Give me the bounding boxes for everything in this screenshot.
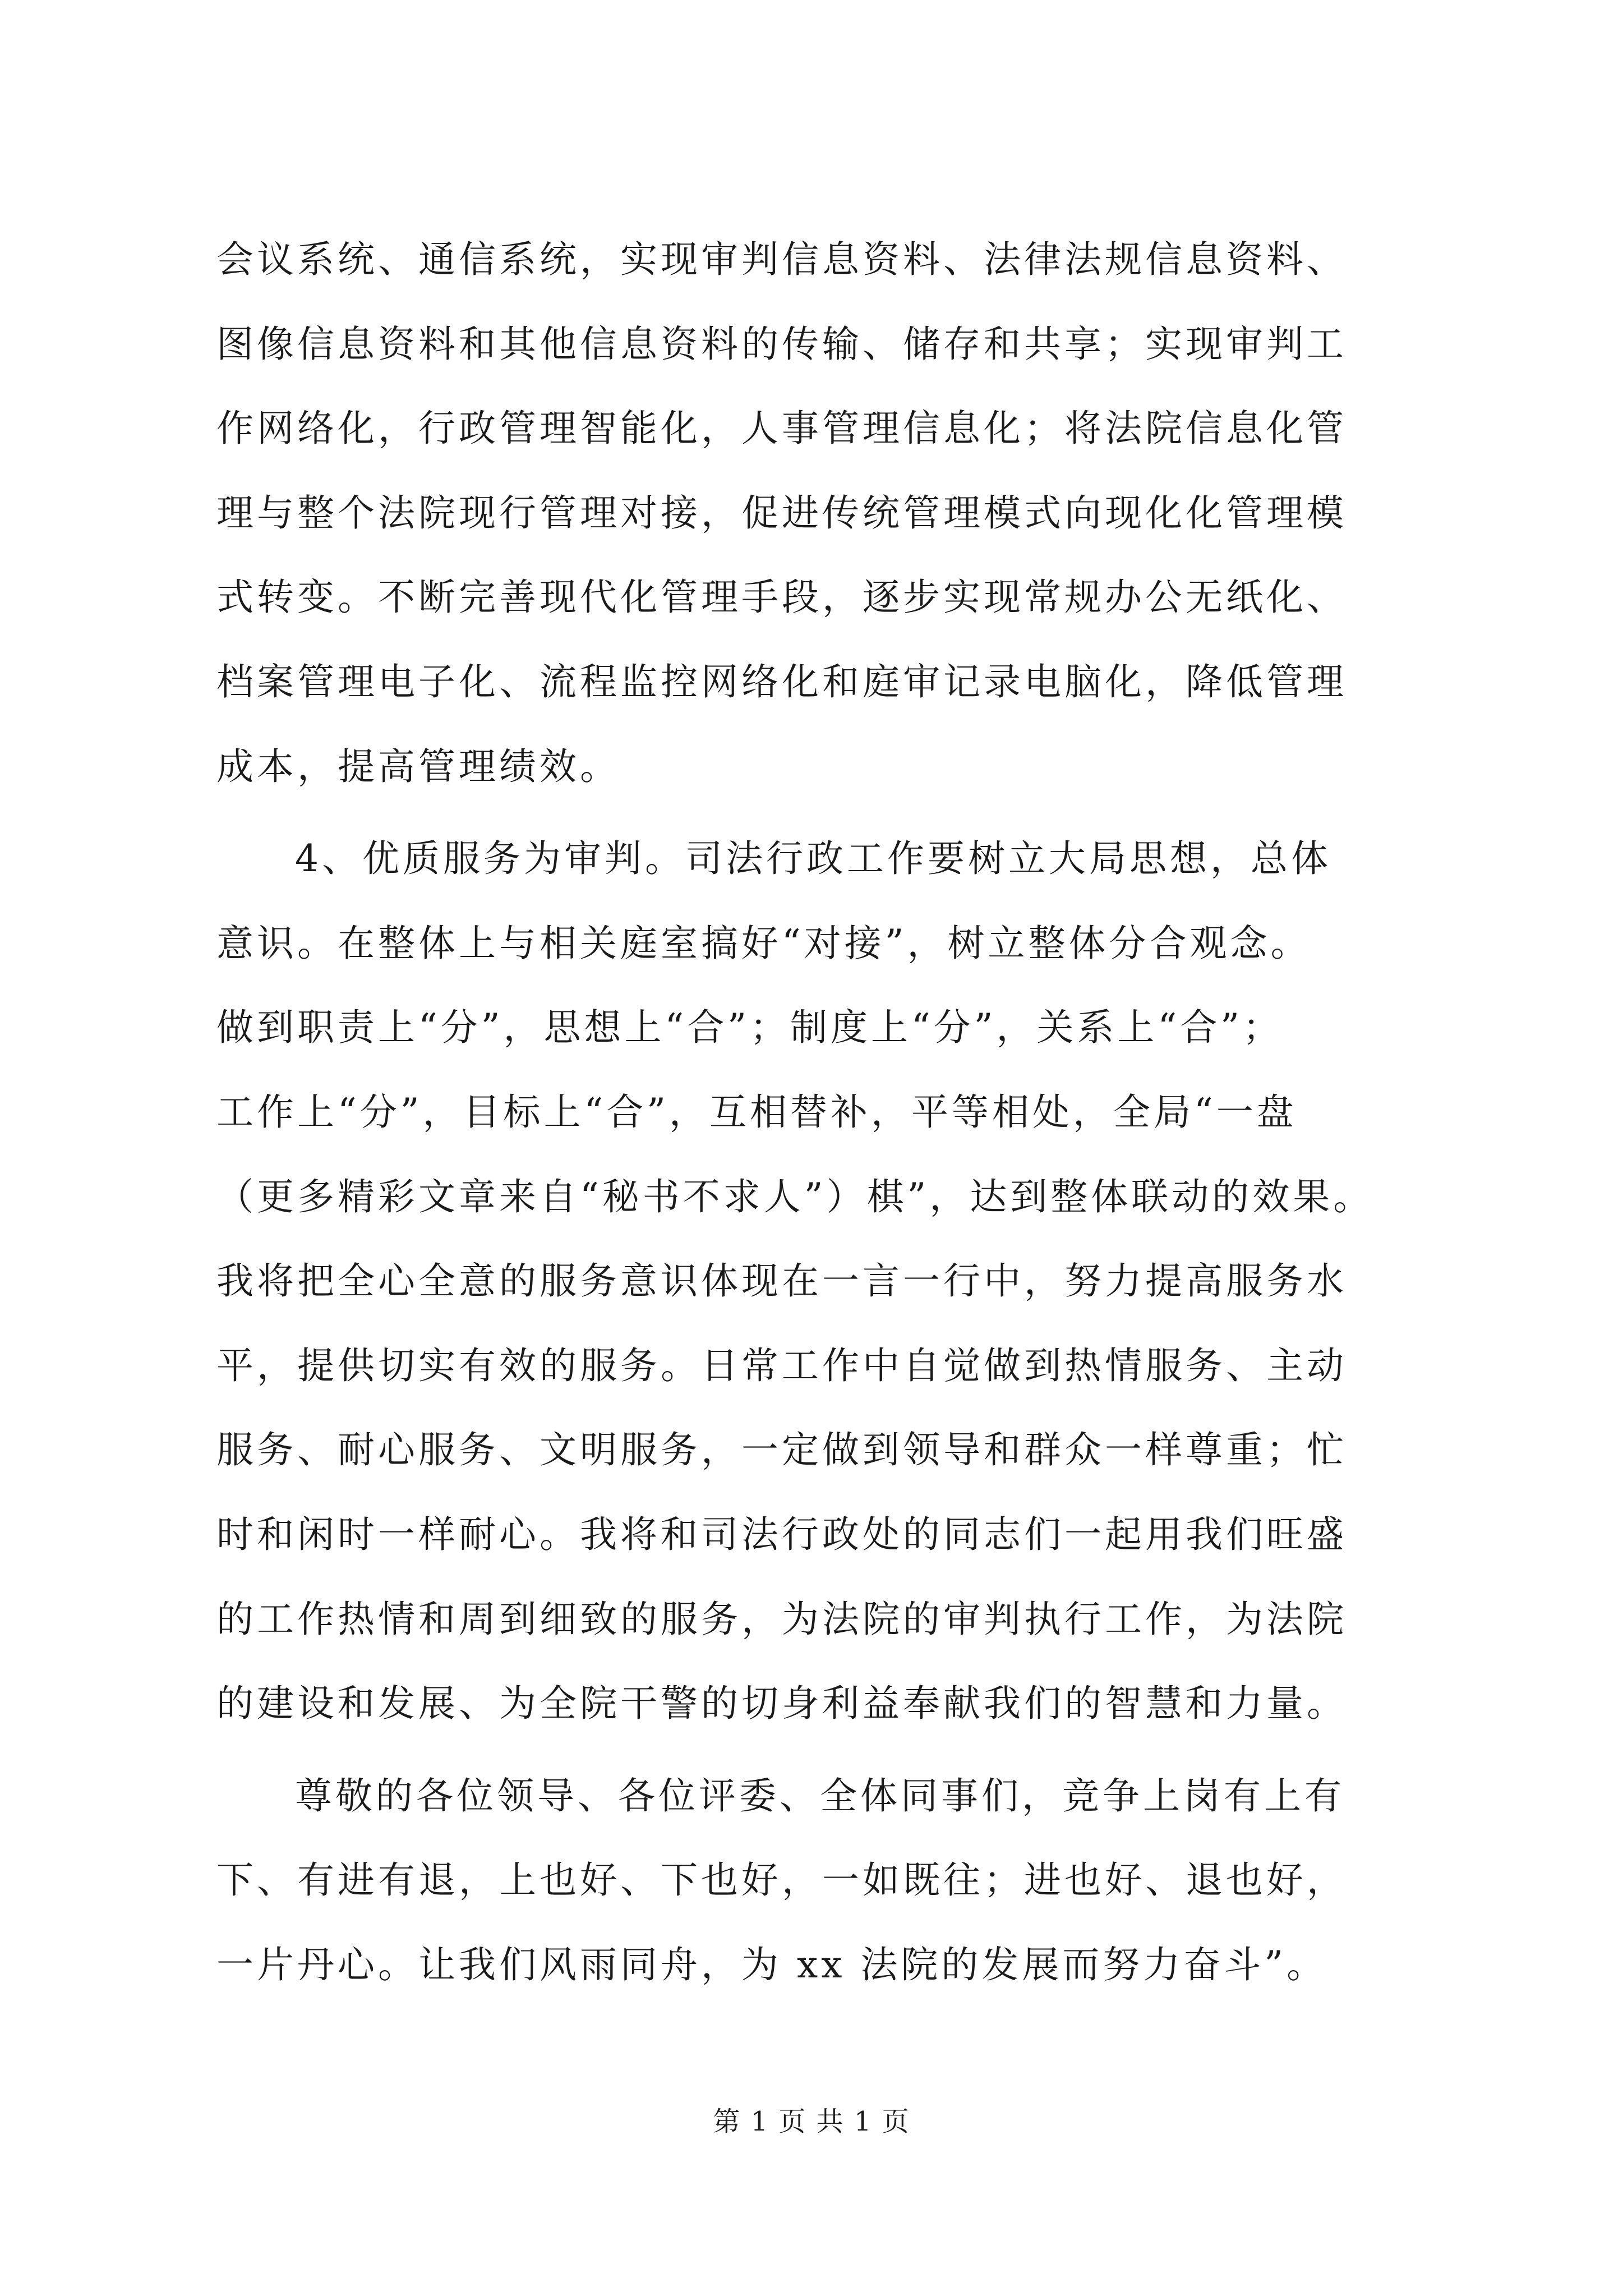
text-line: 工作上“分”，目标上“合”，互相替补，平等相处，全局“一盘 — [216, 1090, 1297, 1134]
paragraph — [216, 218, 1428, 809]
text-line: 我将把全心全意的服务意识体现在一言一行中，努力提高服务水 — [216, 1259, 1347, 1303]
paragraph-spacer — [216, 1746, 1428, 1754]
text-line: 做到职责上“分”，思想上“合”；制度上“分”，关系上“合”； — [216, 1006, 1283, 1050]
text-line: 服务、耐心服务、文明服务，一定做到领导和群众一样尊重；忙 — [216, 1428, 1347, 1472]
document-body — [216, 218, 1428, 2007]
text-line: 作网络化，行政管理智能化，人事管理信息化；将法院信息化管 — [216, 407, 1347, 450]
text-line: 的建设和发展、为全院干警的切身利益奉献我们的智慧和力量。 — [216, 1682, 1347, 1726]
text-line: 理与整个法院现行管理对接，促进传统管理模式向现化化管理模 — [216, 491, 1347, 535]
text-line: 会议系统、通信系统，实现审判信息资料、法律法规信息资料、 — [216, 238, 1347, 281]
page-footer: 第 1 页 共 1 页 — [713, 2106, 910, 2137]
text-line: 一片丹心。让我们风雨同舟，为 xx 法院的发展而努力奋斗”。 — [216, 1943, 1327, 1986]
paragraph-spacer — [216, 809, 1428, 817]
text-line: 平，提供切实有效的服务。日常工作中自觉做到热情服务、主动 — [216, 1343, 1347, 1387]
paragraph — [216, 1754, 1428, 2008]
text-line: 4、优质服务为审判。司法行政工作要树立大局思想，总体 — [295, 837, 1331, 881]
text-line: 的工作热情和周到细致的服务，为法院的审判执行工作，为法院 — [216, 1597, 1347, 1641]
text-line: 时和闲时一样耐心。我将和司法行政处的同志们一起用我们旺盛 — [216, 1512, 1347, 1556]
paragraph — [216, 817, 1428, 1746]
text-line: 意识。在整体上与相关庭室搞好“对接”，树立整体分合观念。 — [216, 921, 1311, 965]
text-line: （更多精彩文章来自“秘书不求人”）棋”，达到整体联动的效果。 — [216, 1175, 1374, 1218]
text-line: 档案管理电子化、流程监控网络化和庭审记录电脑化，降低管理 — [216, 660, 1347, 703]
text-line: 下、有进有退，上也好、下也好，一如既往；进也好、退也好， — [216, 1858, 1347, 1902]
text-line: 成本，提高管理绩效。 — [216, 744, 620, 788]
text-line: 图像信息资料和其他信息资料的传输、储存和共享；实现审判工 — [216, 322, 1347, 366]
text-line: 式转变。不断完善现代化管理手段，逐步实现常规办公无纸化、 — [216, 576, 1347, 619]
text-line: 尊敬的各位领导、各位评委、全体同事们，竞争上岗有上有 — [295, 1774, 1345, 1818]
